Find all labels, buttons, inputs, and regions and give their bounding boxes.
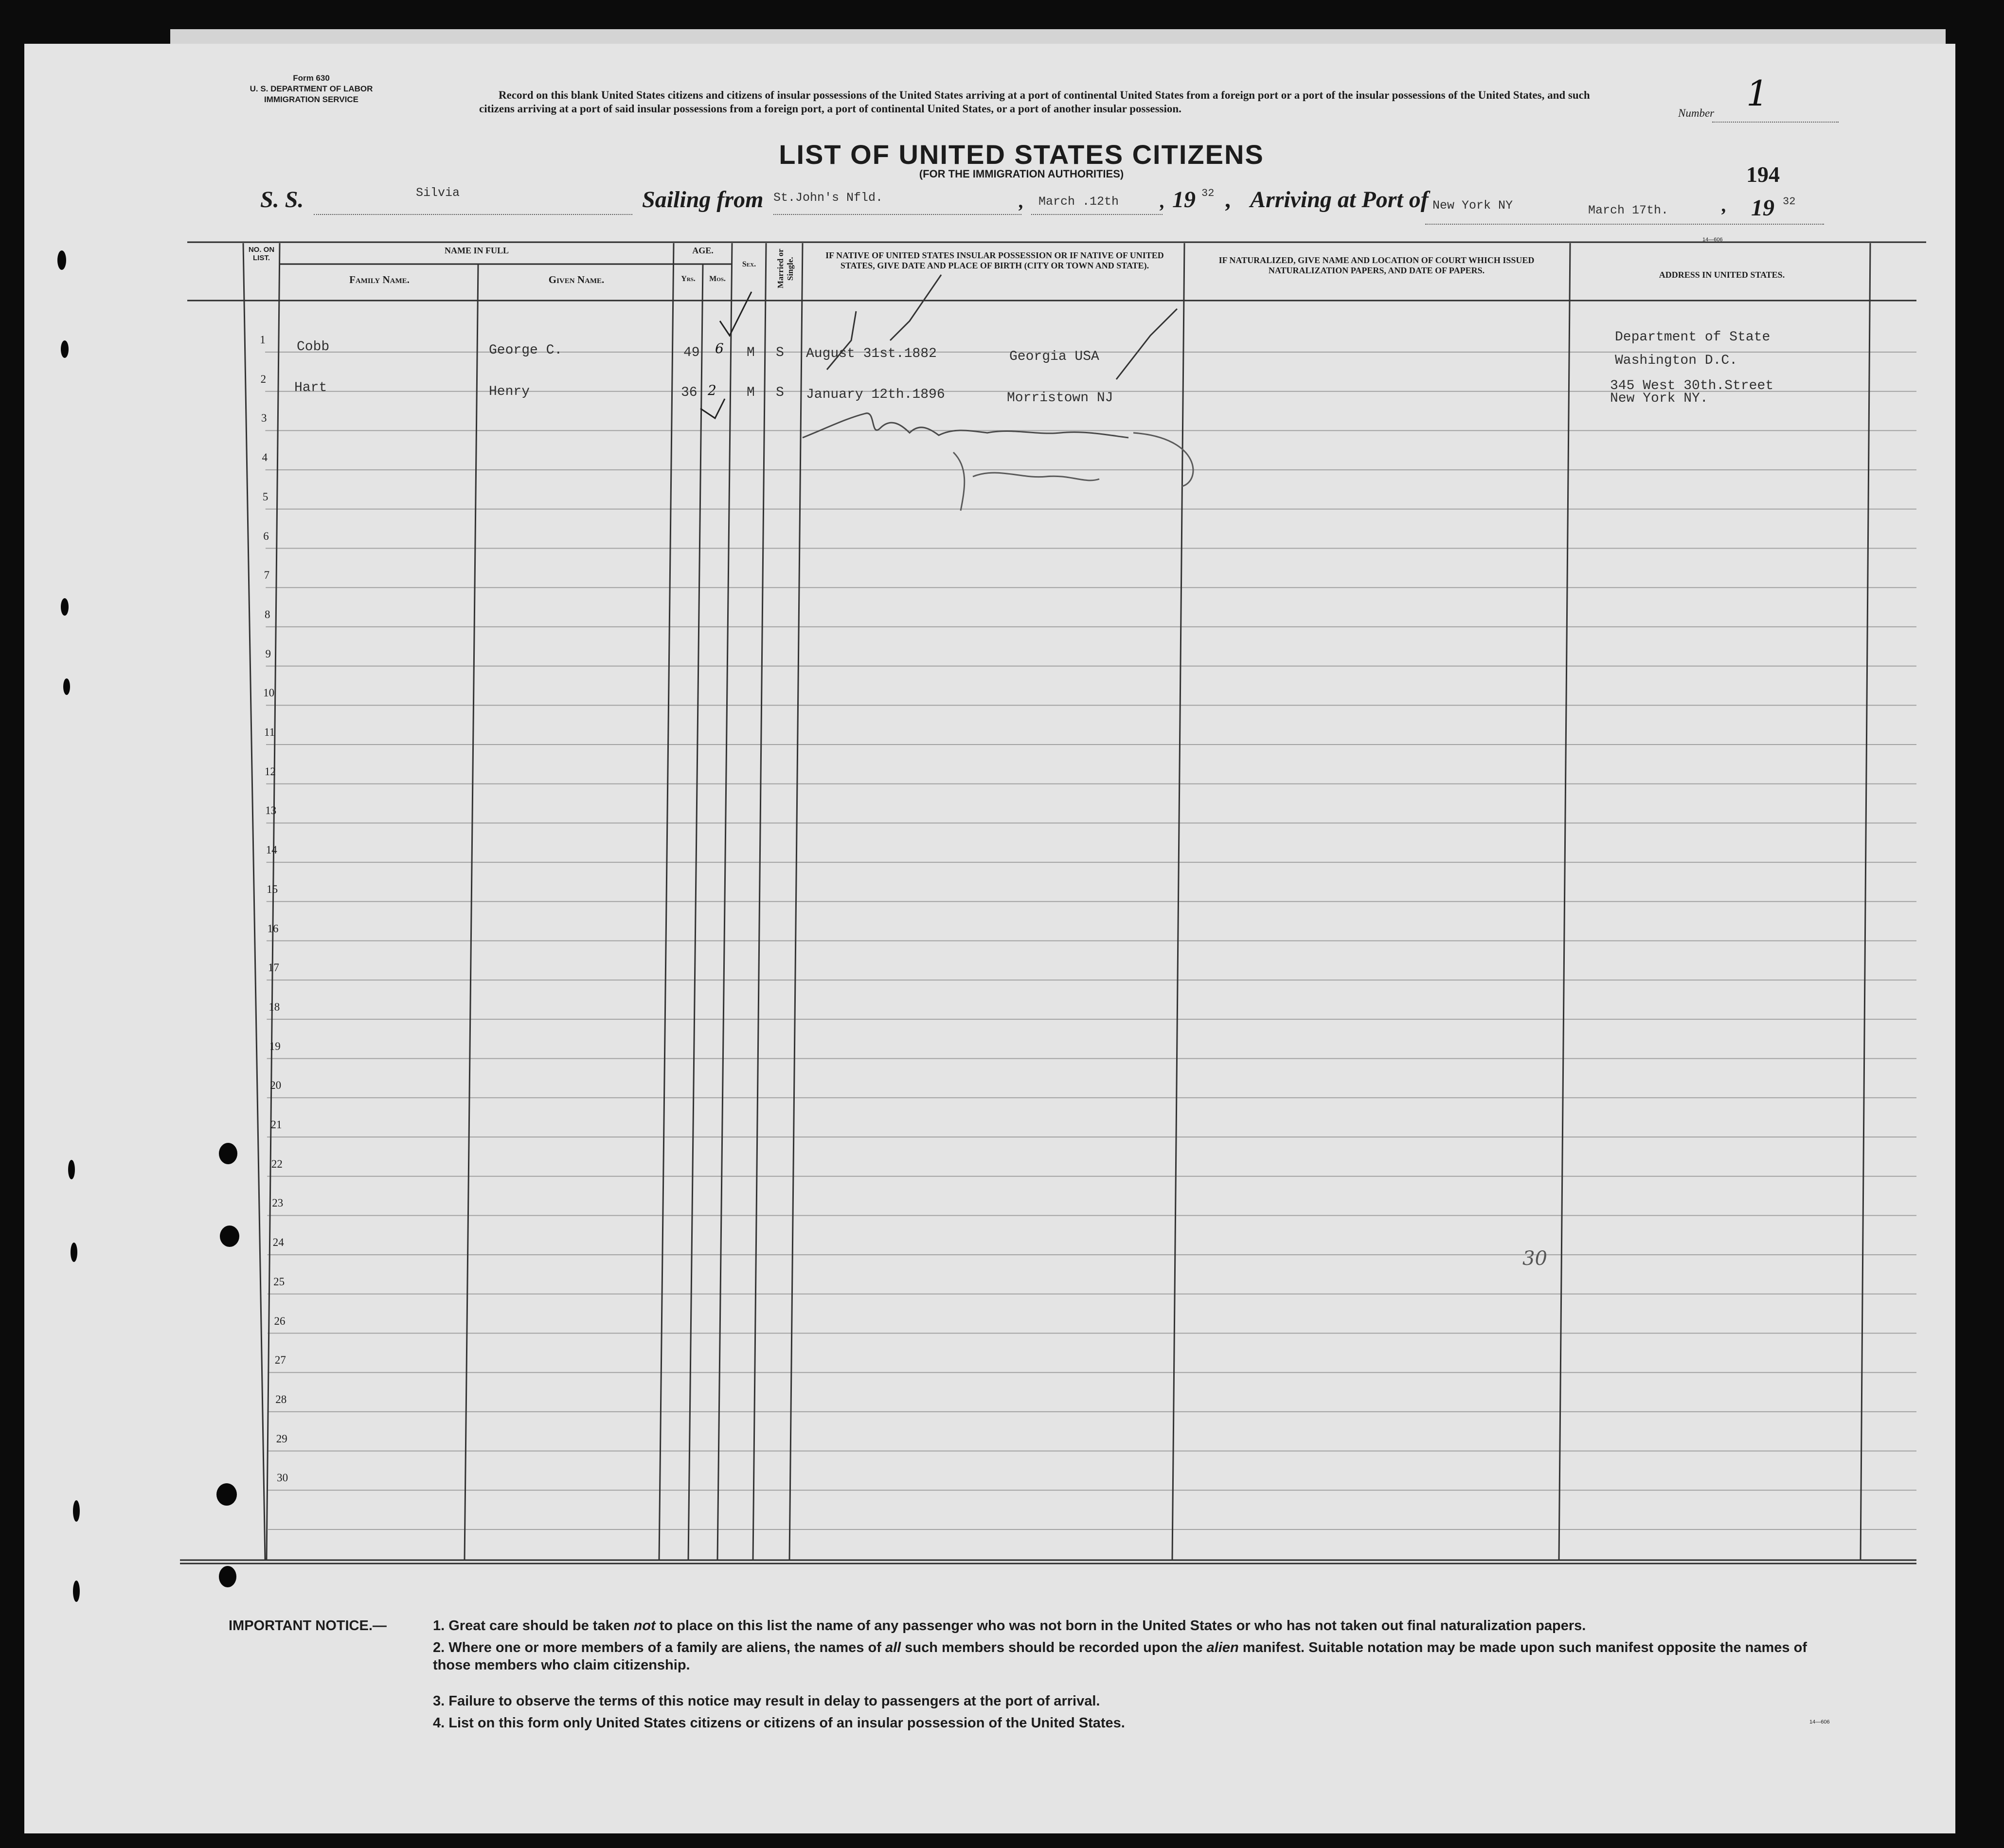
entry-2-family-name: Hart xyxy=(294,380,327,395)
entry-2-address-line2: New York NY. xyxy=(1610,391,1708,406)
col-yrs: Yrs. xyxy=(681,275,696,283)
row-number: 20 xyxy=(270,1079,282,1092)
page-title: LIST OF UNITED STATES CITIZENS xyxy=(779,139,1264,170)
sailing-port: St.John's Nfld. xyxy=(773,191,883,205)
notice-code: 14—606 xyxy=(1809,1719,1830,1725)
notice-item-3: 3. Failure to observe the terms of this notice may result in delay to passengers at the port of arrival. xyxy=(433,1693,1100,1709)
col-name-in-full: NAME IN FULL xyxy=(444,246,509,255)
row-number: 12 xyxy=(264,765,276,778)
col-family-name: Family Name. xyxy=(349,274,410,285)
department-name: U. S. DEPARTMENT OF LABOR xyxy=(250,84,373,93)
row-number: 7 xyxy=(264,569,270,582)
check-mark xyxy=(827,311,856,370)
row-number: 30 xyxy=(277,1472,288,1484)
number-label: Number xyxy=(1678,107,1715,119)
row-number: 8 xyxy=(265,608,270,621)
row-number: 27 xyxy=(274,1354,286,1367)
entry-2-sex: M xyxy=(747,385,755,400)
notice-item-1-text-end: to place on this list the name of any passenger who was not born in the United States or who has not taken out final naturalization papers. xyxy=(655,1618,1586,1634)
marginal-note: 30 xyxy=(1522,1247,1547,1270)
row-number: 6 xyxy=(263,530,269,542)
row-number: 23 xyxy=(272,1197,284,1209)
form-number: Form 630 xyxy=(293,73,330,83)
form-instructions: Record on this blank United States citizens and citizens of insular possessions of the United States arriving at a port of continental United States from a foreign port or a port of the insular possessions of the United States, and such citizens arriving at a port of said insular possessions from a foreign port, a port of continental United States, or a port of another insular possession. xyxy=(479,89,1590,115)
row-number: 13 xyxy=(265,804,277,817)
notice-heading: IMPORTANT NOTICE.— xyxy=(229,1618,387,1634)
row-number: 21 xyxy=(270,1119,282,1131)
row-number: 24 xyxy=(272,1236,284,1249)
arrival-date: March 17th. xyxy=(1588,203,1669,217)
comma: , xyxy=(1722,194,1727,216)
comma: , xyxy=(1019,190,1024,212)
notice-item-1-emphasis: not xyxy=(633,1618,656,1634)
sailing-year-prefix: 19 xyxy=(1172,187,1196,213)
entry-2-given-name: Henry xyxy=(489,384,530,399)
notice-item-2-text: 2. Where one or more members of a family are aliens, the names of xyxy=(433,1640,885,1655)
page-subtitle: (FOR THE IMMIGRATION AUTHORITIES) xyxy=(919,168,1124,180)
row-number: 26 xyxy=(274,1315,286,1327)
notice-item-1-text: 1. Great care should be taken xyxy=(433,1618,634,1634)
row-number: 25 xyxy=(273,1275,285,1288)
arrival-port: New York NY xyxy=(1432,198,1513,213)
col-age: AGE. xyxy=(692,246,714,255)
notice-item-1 xyxy=(433,1617,1873,1635)
ship-name: Silvia xyxy=(416,186,460,200)
comma: , xyxy=(1226,187,1232,213)
entry-1-address-line1: Department of State xyxy=(1615,330,1771,345)
arrival-year-suffix: 32 xyxy=(1783,195,1796,208)
notice-item-4: 4. List on this form only United States citizens or citizens of an insular possession of the United States. xyxy=(433,1715,1125,1731)
handwritten-initials xyxy=(953,433,1193,511)
entry-1-birth-date: August 31st.1882 xyxy=(806,346,937,361)
col-no-on-list: NO. ON LIST. xyxy=(248,246,275,262)
sailing-label: Sailing from xyxy=(642,187,764,213)
row-number: 11 xyxy=(264,726,275,738)
row-number: 18 xyxy=(268,1000,280,1013)
sailing-date: March .12th xyxy=(1038,195,1119,209)
notice-item-2-emphasis-all: all xyxy=(885,1640,901,1655)
handwritten-signature xyxy=(803,413,1128,438)
entry-1-given-name: George C. xyxy=(489,343,563,358)
entry-1-marital-status: S xyxy=(776,345,784,360)
check-mark xyxy=(1116,309,1177,379)
entry-2-birth-place: Morristown NJ xyxy=(1007,391,1113,406)
entry-1-sex: M xyxy=(747,345,755,360)
entry-1-family-name: Cobb xyxy=(297,339,330,355)
check-mark xyxy=(890,275,941,340)
sailing-year-suffix: 32 xyxy=(1201,187,1215,199)
row-number: 17 xyxy=(268,961,279,974)
entry-2-birth-date: January 12th.1896 xyxy=(806,387,945,402)
row-number: 29 xyxy=(276,1432,287,1445)
entry-1-age-months: 6 xyxy=(715,340,724,356)
service-name: IMMIGRATION SERVICE xyxy=(264,95,358,104)
col-address: ADDRESS IN UNITED STATES. xyxy=(1659,270,1785,280)
check-mark xyxy=(700,399,725,418)
notice-item-2-text-end: manifest. Suitable notation may be made upon such manifest opposite the names of those members who claim citizenship. xyxy=(433,1640,1807,1673)
col-mos: Mos. xyxy=(709,275,726,283)
entry-1-age-years: 49 xyxy=(683,345,700,360)
print-code: 14—606 xyxy=(1702,237,1723,243)
row-number: 22 xyxy=(271,1157,283,1170)
page-number: 194 xyxy=(1746,162,1780,187)
row-number: 1 xyxy=(260,334,266,346)
row-number: 15 xyxy=(267,883,278,895)
row-number: 2 xyxy=(260,373,267,385)
entry-2-marital-status: S xyxy=(776,385,784,400)
col-married-or-single: Married or Single. xyxy=(776,249,795,289)
entry-2-age-months: 2 xyxy=(708,382,716,398)
number-value: 1 xyxy=(1746,73,1769,114)
row-number: 4 xyxy=(262,451,268,464)
entry-1-address-line2: Washington D.C. xyxy=(1615,353,1738,368)
ss-label: S. S. xyxy=(260,187,304,213)
entry-2-age-years: 36 xyxy=(681,385,698,400)
col-naturalized: IF NATURALIZED, GIVE NAME AND LOCATION OF COURT WHICH ISSUED NATURALIZATION PAPERS, AND DATE OF PAPERS. xyxy=(1218,255,1535,275)
row-number: 14 xyxy=(266,844,277,856)
col-birth: IF NATIVE OF UNITED STATES INSULAR POSSESSION OR IF NATIVE OF UNITED STATES, GIVE DATE AND PLACE OF BIRTH (CITY OR TOWN AND STATE). xyxy=(825,250,1164,270)
row-number: 16 xyxy=(267,922,279,935)
entry-1-birth-place: Georgia USA xyxy=(1009,349,1099,364)
check-mark xyxy=(720,292,752,336)
comma: , xyxy=(1160,190,1165,212)
arriving-label: Arriving at Port of xyxy=(1250,187,1429,213)
row-number: 3 xyxy=(261,412,267,425)
col-given-name: Given Name. xyxy=(548,274,605,285)
notice-item-2-text-mid: such members should be recorded upon the xyxy=(901,1640,1207,1655)
row-number: 19 xyxy=(269,1040,281,1052)
notice-item-2 xyxy=(433,1639,1843,1674)
col-sex: Sex. xyxy=(742,260,756,268)
row-number: 28 xyxy=(275,1393,287,1405)
arrival-year-prefix: 19 xyxy=(1751,195,1774,221)
row-number: 9 xyxy=(265,647,271,660)
entry-2-address-line1: 345 West 30th.Street xyxy=(1610,378,1774,393)
row-number: 10 xyxy=(263,687,275,699)
notice-item-2-emphasis-alien: alien xyxy=(1206,1640,1239,1655)
row-number: 5 xyxy=(262,490,268,503)
